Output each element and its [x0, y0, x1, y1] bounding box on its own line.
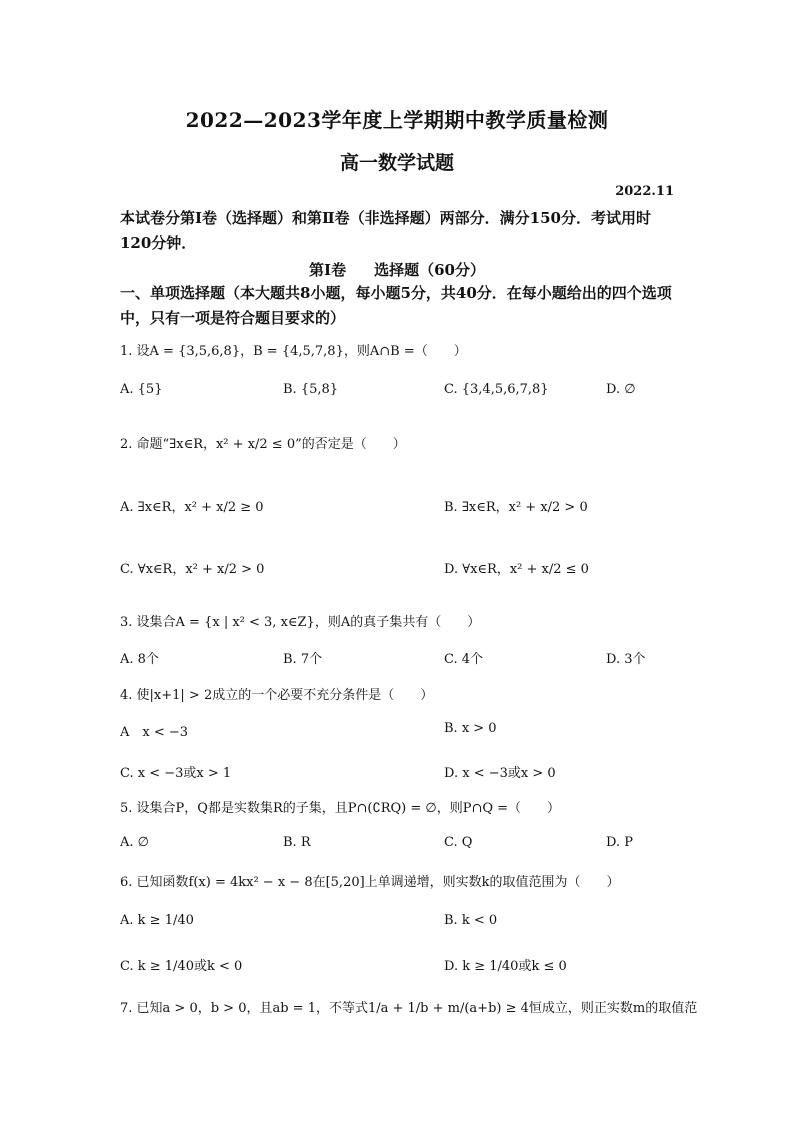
- question-1-option-d: D. ∅: [606, 382, 636, 397]
- question-2-stem: 2. 命题“∃x∈R，x² + x/2 ≤ 0”的否定是（ ）: [120, 437, 406, 452]
- question-5-option-c: C. Q: [444, 835, 473, 850]
- question-2-option-a: A. ∃x∈R，x² + x/2 ≥ 0: [120, 500, 264, 515]
- question-3-option-c: C. 4个: [444, 652, 484, 667]
- question-5-option-d: D. P: [606, 835, 633, 850]
- question-3-stem: 3. 设集合A = {x | x² < 3, x∈Z}，则A的真子集共有（ ）: [120, 615, 481, 630]
- exam-instructions: 本试卷分第Ⅰ卷（选择题）和第Ⅱ卷（非选择题）两部分．满分150分．考试用时120分钟．: [120, 209, 651, 252]
- exam-title: 2022—2023学年度上学期期中教学质量检测: [185, 108, 609, 132]
- question-2-option-b: B. ∃x∈R，x² + x/2 > 0: [444, 500, 588, 515]
- question-3-option-d: D. 3个: [606, 652, 646, 667]
- question-5-option-b: B. R: [283, 835, 311, 850]
- question-4-option-a: A x < −3: [120, 725, 189, 740]
- question-4-stem: 4. 使|x+1| > 2成立的一个必要不充分条件是（ ）: [120, 688, 434, 703]
- question-1-stem: 1. 设A = {3,5,6,8}，B = {4,5,7,8}，则A∩B =（ ）: [120, 344, 467, 359]
- question-1-option-a: A. {5}: [120, 382, 163, 397]
- part-label: 第Ⅰ卷: [309, 261, 347, 279]
- question-5-option-a: A. ∅: [120, 835, 149, 850]
- question-4-option-b: B. x > 0: [444, 721, 497, 736]
- question-3-option-a: A. 8个: [120, 652, 159, 667]
- question-6-option-c: C. k ≥ 1/40或k < 0: [120, 959, 243, 974]
- question-3-option-b: B. 7个: [283, 652, 323, 667]
- question-6-option-d: D. k ≥ 1/40或k ≤ 0: [444, 959, 567, 974]
- exam-subtitle: 高一数学试题: [339, 152, 454, 174]
- question-5-stem: 5. 设集合P，Q都是实数集R的子集，且P∩(∁RQ) = ∅，则P∩Q =（ ）: [120, 801, 561, 816]
- part-name: 选择题（60分）: [374, 261, 485, 279]
- question-6-stem: 6. 已知函数f(x) = 4kx² − x − 8在[5,20]上单调递增，则实数k的取值范围为（ ）: [120, 875, 620, 890]
- question-6-option-b: B. k < 0: [444, 913, 498, 928]
- part-heading: [0, 259, 794, 280]
- question-4-option-d: D. x < −3或x > 0: [444, 766, 556, 781]
- question-2-option-d: D. ∀x∈R，x² + x/2 ≤ 0: [444, 562, 589, 577]
- question-7-stem: 7. 已知a > 0，b > 0，且ab = 1，不等式1/a + 1/b + m/(a+b) ≥ 4恒成立，则正实数m的取值范: [120, 1001, 698, 1016]
- question-4-option-c: C. x < −3或x > 1: [120, 766, 232, 781]
- question-2-option-c: C. ∀x∈R，x² + x/2 > 0: [120, 562, 265, 577]
- section-heading: 一、单项选择题（本大题共8小题，每小题5分，共40分．在每小题给出的四个选项中，只有一项是符合题目要求的）: [120, 284, 672, 327]
- question-1-option-b: B. {5,8}: [283, 382, 339, 397]
- question-1-option-c: C. {3,4,5,6,7,8}: [444, 382, 549, 397]
- exam-date: 2022.11: [615, 184, 674, 199]
- question-6-option-a: A. k ≥ 1/40: [120, 913, 194, 928]
